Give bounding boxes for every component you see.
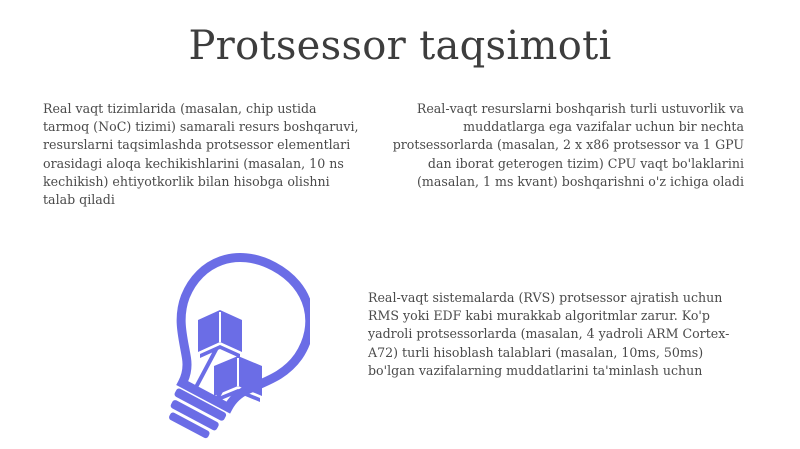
paragraph-top-left: Real vaqt tizimlarida (masalan, chip ustida tarmoq (NoC) tizimi) samarali resurs boshqaruvi, resurslarni taqsimlashda protsessor elementlari orasidagi aloqa kechikishlarini (masalan, 10 ns kechikish) ehtiyotkorlik bilan hisobga olishni talab qiladi xyxy=(43,101,359,208)
slide-title: Protsessor taqsimoti xyxy=(188,23,612,69)
paragraph-top-right: Real-vaqt resurslarni boshqarish turli ustuvorlik va muddatlarga ega vazifalar uchun bir nechta protsessorlarda (masalan, 2 x x86 protsessor va 1 GPU dan iborat geterogen tizim) CPU vaqt bo'laklarini (masalan, 1 ms kvant) boshqarishni o'z ichiga oladi xyxy=(392,101,744,189)
paragraph-bottom-right: Real-vaqt sistemalarda (RVS) protsessor ajratish uchun RMS yoki EDF kabi murakkab algoritmlar zarur. Ko'p yadroli protsessorlarda (masalan, 4 yadroli ARM Cortex-A72) turli hisoblash talablari (masalan, 10ms, 50ms) bo'lgan vazifalarning muddatlarini ta'minlash uchun xyxy=(368,290,730,378)
lightbulb-with-books-icon xyxy=(150,250,310,445)
